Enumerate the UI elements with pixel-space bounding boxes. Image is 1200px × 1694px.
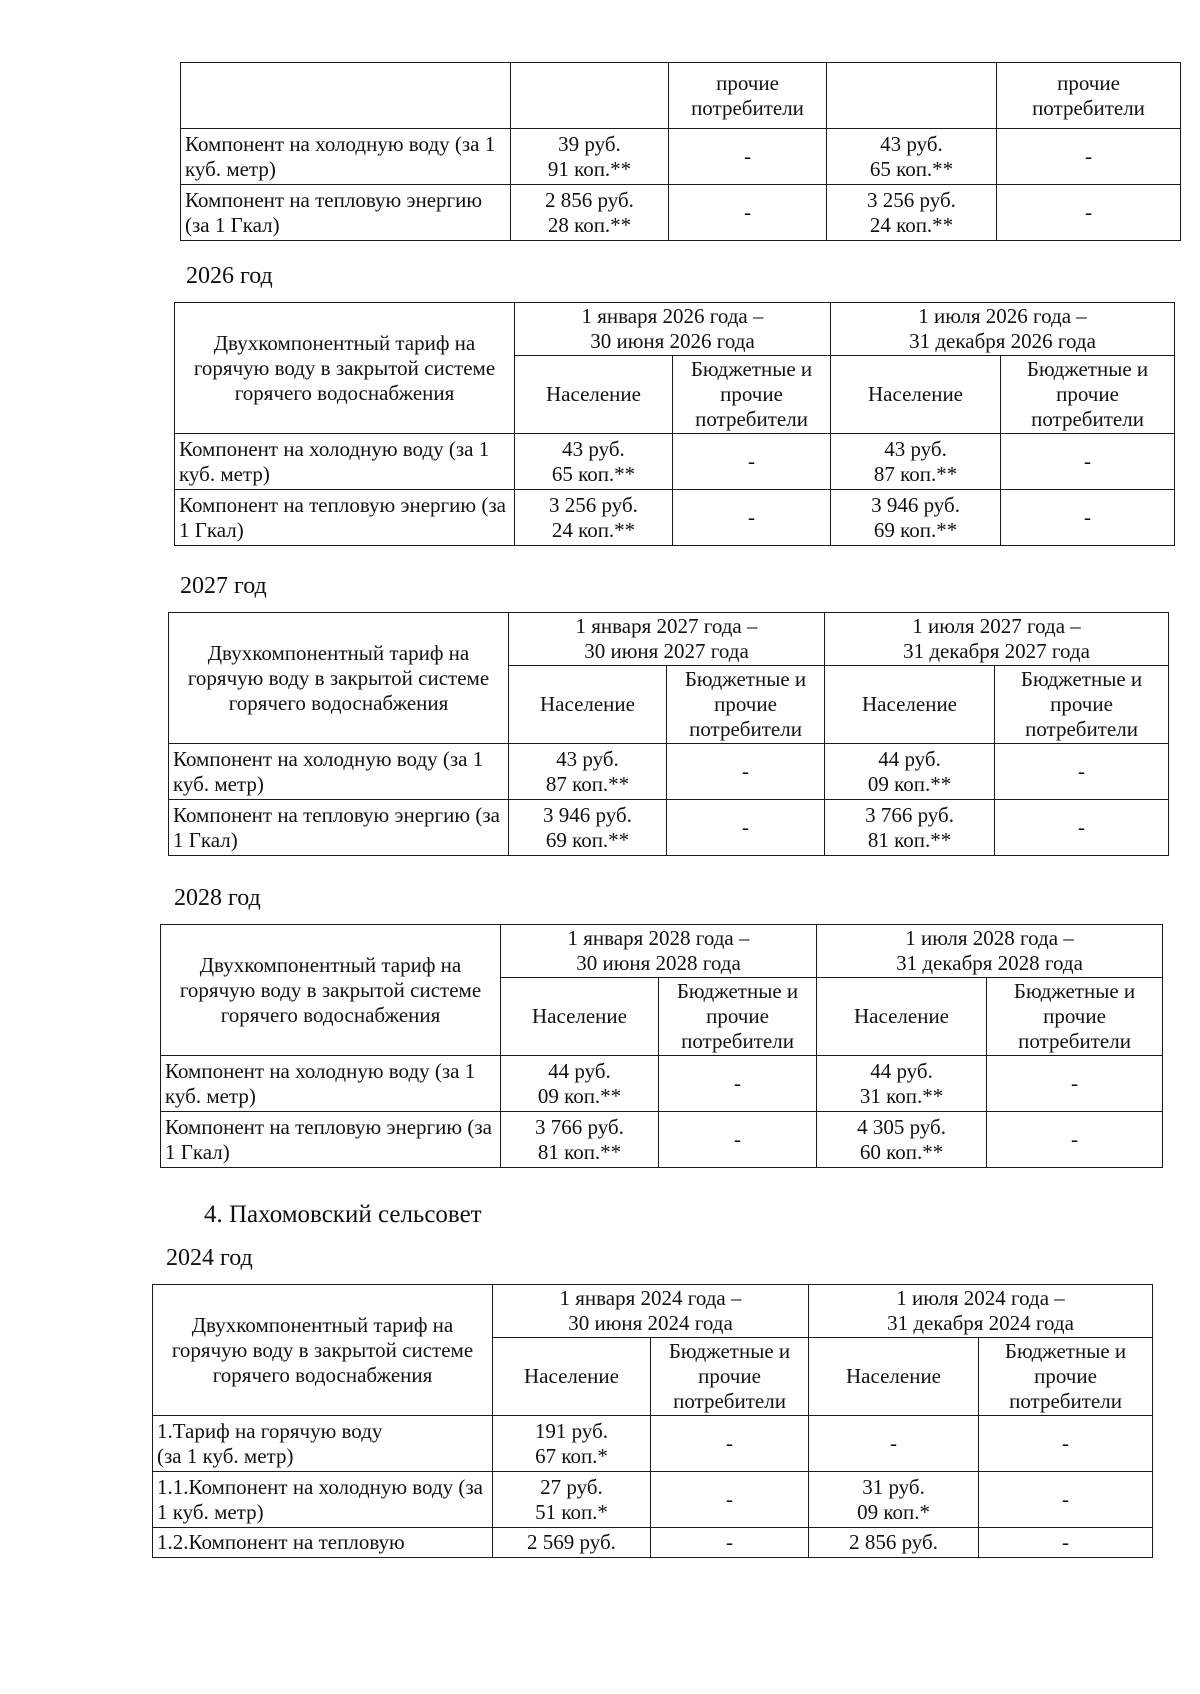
thermal-h2-budget: - (995, 800, 1169, 856)
thermal-h2-budget: - (987, 1112, 1163, 1168)
period-1: 1 января 2026 года – 30 июня 2026 года (515, 303, 831, 356)
cold-h1-population: 39 руб. 91 коп.** (511, 129, 669, 185)
cold-h2-population: 43 руб. 65 коп.** (827, 129, 997, 185)
cold-h2-budget: - (1001, 434, 1175, 490)
year-heading-2026: 2026 год (186, 263, 273, 289)
thermal-h1-budget: - (659, 1112, 817, 1168)
header-population: Население (501, 978, 659, 1056)
header-budget: Бюджетные и прочие потребители (987, 978, 1163, 1056)
cold-h2-budget: - (997, 129, 1181, 185)
header-budget: Бюджетные и прочие потребители (1001, 356, 1175, 434)
section-title: 4. Пахомовский сельсовет (204, 1201, 482, 1228)
tariff-table-2028 (160, 924, 1163, 1168)
hot-h1-budget: - (651, 1416, 809, 1472)
cold-h1-budget: - (651, 1472, 809, 1528)
thermal-h1-budget: - (673, 490, 831, 546)
row-label-cold-water: Компонент на холодную воду (за 1 куб. метр) (169, 744, 509, 800)
row-label-cold-water: 1.1.Компонент на холодную воду (за 1 куб. метр) (153, 1472, 493, 1528)
thermal-h1-budget: - (669, 185, 827, 241)
thermal-h2-population: 3 766 руб. 81 коп.** (825, 800, 995, 856)
row-label-cold-water: Компонент на холодную воду (за 1 куб. метр) (181, 129, 511, 185)
period-2: 1 июля 2027 года – 31 декабря 2027 года (825, 613, 1169, 666)
header-population: Население (509, 666, 667, 744)
cold-h1-budget: - (669, 129, 827, 185)
cold-h1-budget: - (659, 1056, 817, 1112)
period-2: 1 июля 2026 года – 31 декабря 2026 года (831, 303, 1175, 356)
row-label-cold-water: Компонент на холодную воду (за 1 куб. метр) (175, 434, 515, 490)
cold-h2-population: 44 руб. 31 коп.** (817, 1056, 987, 1112)
tariff-table-continued (180, 62, 1181, 241)
main-header: Двухкомпонентный тариф на горячую воду в закрытой системе горячего водоснабжения (153, 1285, 493, 1416)
header-population: Население (515, 356, 673, 434)
header-budget: Бюджетные и прочие потребители (659, 978, 817, 1056)
period-1: 1 января 2027 года – 30 июня 2027 года (509, 613, 825, 666)
row-label-thermal: 1.2.Компонент на тепловую (153, 1528, 493, 1558)
header-others-h2: прочие потребители (997, 63, 1181, 129)
year-heading-2027: 2027 год (180, 573, 267, 599)
thermal-h2-population: 3 256 руб. 24 коп.** (827, 185, 997, 241)
thermal-h1-population: 3 256 руб. 24 коп.** (515, 490, 673, 546)
cold-h1-population: 43 руб. 87 коп.** (509, 744, 667, 800)
header-others-h1: прочие потребители (669, 63, 827, 129)
tariff-table-2024-pakhomovsky (152, 1284, 1153, 1558)
header-budget: Бюджетные и прочие потребители (673, 356, 831, 434)
thermal-h2-population: 4 305 руб. 60 коп.** (817, 1112, 987, 1168)
header-population: Население (817, 978, 987, 1056)
main-header: Двухкомпонентный тариф на горячую воду в закрытой системе горячего водоснабжения (169, 613, 509, 744)
row-label-thermal: Компонент на тепловую энергию (за 1 Гкал) (169, 800, 509, 856)
row-label-thermal: Компонент на тепловую энергию (за 1 Гкал) (161, 1112, 501, 1168)
year-heading-2024: 2024 год (166, 1245, 253, 1271)
header-population: Население (809, 1338, 979, 1416)
cold-h1-population: 27 руб. 51 коп.* (493, 1472, 651, 1528)
main-header: Двухкомпонентный тариф на горячую воду в закрытой системе горячего водоснабжения (175, 303, 515, 434)
header-blank-cell (511, 63, 669, 129)
hot-h2-population: - (809, 1416, 979, 1472)
header-budget: Бюджетные и прочие потребители (651, 1338, 809, 1416)
header-budget: Бюджетные и прочие потребители (995, 666, 1169, 744)
row-label-thermal: Компонент на тепловую энергию (за 1 Гкал) (175, 490, 515, 546)
thermal-h2-budget: - (997, 185, 1181, 241)
hot-h1-population: 191 руб. 67 коп.* (493, 1416, 651, 1472)
header-blank-cell (827, 63, 997, 129)
thermal-h1-population: 3 946 руб. 69 коп.** (509, 800, 667, 856)
thermal-h2-budget: - (979, 1528, 1153, 1558)
header-blank-cell (181, 63, 511, 129)
cold-h1-population: 43 руб. 65 коп.** (515, 434, 673, 490)
cold-h1-budget: - (667, 744, 825, 800)
thermal-h2-population: 2 856 руб. (809, 1528, 979, 1558)
tariff-table-2027 (168, 612, 1169, 856)
thermal-h1-population: 2 569 руб. (493, 1528, 651, 1558)
header-population: Население (831, 356, 1001, 434)
thermal-h1-population: 2 856 руб. 28 коп.** (511, 185, 669, 241)
header-population: Население (825, 666, 995, 744)
cold-h2-budget: - (987, 1056, 1163, 1112)
period-1: 1 января 2028 года – 30 июня 2028 года (501, 925, 817, 978)
thermal-h2-population: 3 946 руб. 69 коп.** (831, 490, 1001, 546)
cold-h2-population: 44 руб. 09 коп.** (825, 744, 995, 800)
cold-h2-population: 31 руб. 09 коп.* (809, 1472, 979, 1528)
main-header: Двухкомпонентный тариф на горячую воду в закрытой системе горячего водоснабжения (161, 925, 501, 1056)
cold-h2-population: 43 руб. 87 коп.** (831, 434, 1001, 490)
period-2: 1 июля 2028 года – 31 декабря 2028 года (817, 925, 1163, 978)
row-label-cold-water: Компонент на холодную воду (за 1 куб. метр) (161, 1056, 501, 1112)
thermal-h1-budget: - (651, 1528, 809, 1558)
row-label-thermal: Компонент на тепловую энергию (за 1 Гкал) (181, 185, 511, 241)
cold-h2-budget: - (979, 1472, 1153, 1528)
header-population: Население (493, 1338, 651, 1416)
period-1: 1 января 2024 года – 30 июня 2024 года (493, 1285, 809, 1338)
header-budget: Бюджетные и прочие потребители (667, 666, 825, 744)
period-2: 1 июля 2024 года – 31 декабря 2024 года (809, 1285, 1153, 1338)
cold-h1-budget: - (673, 434, 831, 490)
row-label-hot-water: 1.Тариф на горячую воду (за 1 куб. метр) (153, 1416, 493, 1472)
thermal-h1-population: 3 766 руб. 81 коп.** (501, 1112, 659, 1168)
hot-h2-budget: - (979, 1416, 1153, 1472)
thermal-h2-budget: - (1001, 490, 1175, 546)
thermal-h1-budget: - (667, 800, 825, 856)
cold-h1-population: 44 руб. 09 коп.** (501, 1056, 659, 1112)
header-budget: Бюджетные и прочие потребители (979, 1338, 1153, 1416)
tariff-table-2026 (174, 302, 1175, 546)
cold-h2-budget: - (995, 744, 1169, 800)
year-heading-2028: 2028 год (174, 885, 261, 911)
